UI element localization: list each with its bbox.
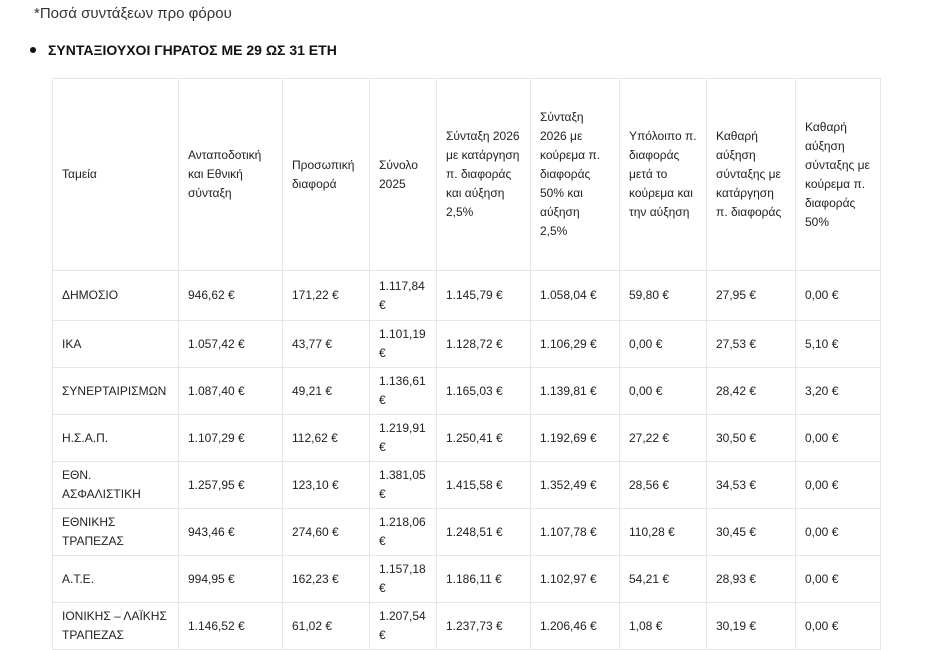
table-cell: ΔΗΜΟΣΙΟ bbox=[53, 271, 179, 321]
table-cell: 3,20 € bbox=[796, 368, 881, 415]
table-cell: 1.237,73 € bbox=[437, 603, 531, 650]
table-cell: ΕΘΝ. ΑΣΦΑΛΙΣΤΙΚΗ bbox=[53, 462, 179, 509]
column-header: Καθαρή αύξηση σύνταξης με κατάργηση π. διαφοράς bbox=[707, 79, 796, 271]
table-cell: 0,00 € bbox=[796, 462, 881, 509]
column-header: Προσωπική διαφορά bbox=[283, 79, 370, 271]
table-cell: 1.102,97 € bbox=[531, 556, 620, 603]
table-cell: 1.381,05 € bbox=[370, 462, 437, 509]
table-cell: Η.Σ.Α.Π. bbox=[53, 415, 179, 462]
column-header: Καθαρή αύξηση σύνταξης με κούρεμα π. διαφοράς 50% bbox=[796, 79, 881, 271]
table-row bbox=[53, 509, 881, 556]
table-cell: 162,23 € bbox=[283, 556, 370, 603]
table-cell: 28,93 € bbox=[707, 556, 796, 603]
table-cell: 123,10 € bbox=[283, 462, 370, 509]
table-cell: 0,00 € bbox=[796, 509, 881, 556]
table-cell: 28,42 € bbox=[707, 368, 796, 415]
table-cell: 0,00 € bbox=[620, 368, 707, 415]
table-cell: 1.352,49 € bbox=[531, 462, 620, 509]
table-row bbox=[53, 462, 881, 509]
table-cell: 49,21 € bbox=[283, 368, 370, 415]
table-cell: 0,00 € bbox=[796, 603, 881, 650]
table-row bbox=[53, 271, 881, 321]
table-cell: 1.107,29 € bbox=[179, 415, 283, 462]
table-cell: ΙΚΑ bbox=[53, 321, 179, 368]
table-cell: 27,22 € bbox=[620, 415, 707, 462]
table-cell: 112,62 € bbox=[283, 415, 370, 462]
table-cell: ΕΘΝΙΚΗΣ ΤΡΑΠΕΖΑΣ bbox=[53, 509, 179, 556]
table-cell: 1.107,78 € bbox=[531, 509, 620, 556]
table-cell: 27,95 € bbox=[707, 271, 796, 321]
table-cell: 1,08 € bbox=[620, 603, 707, 650]
table-cell: 1.106,29 € bbox=[531, 321, 620, 368]
table-cell: 5,10 € bbox=[796, 321, 881, 368]
table-cell: 1.057,42 € bbox=[179, 321, 283, 368]
table-cell: 1.218,06 € bbox=[370, 509, 437, 556]
table-cell: 1.207,54 € bbox=[370, 603, 437, 650]
table-cell: 59,80 € bbox=[620, 271, 707, 321]
table-cell: 30,19 € bbox=[707, 603, 796, 650]
table-cell: 1.415,58 € bbox=[437, 462, 531, 509]
table-cell: 1.219,91 € bbox=[370, 415, 437, 462]
table-cell: 54,21 € bbox=[620, 556, 707, 603]
table-cell: 1.206,46 € bbox=[531, 603, 620, 650]
section-heading-text: ΣΥΝΤΑΞΙΟΥΧΟΙ ΓΗΡΑΤΟΣ ΜΕ 29 ΩΣ 31 ΕΤΗ bbox=[48, 42, 337, 58]
table-cell: 1.087,40 € bbox=[179, 368, 283, 415]
pension-table-container bbox=[52, 78, 881, 650]
table-cell: 28,56 € bbox=[620, 462, 707, 509]
table-cell: 110,28 € bbox=[620, 509, 707, 556]
table-cell: 1.157,18 € bbox=[370, 556, 437, 603]
table-cell: 27,53 € bbox=[707, 321, 796, 368]
column-header: Σύνταξη 2026 με κούρεμα π. διαφοράς 50% και αύξηση 2,5% bbox=[531, 79, 620, 271]
table-row bbox=[53, 368, 881, 415]
table-cell: 30,45 € bbox=[707, 509, 796, 556]
table-cell: 0,00 € bbox=[620, 321, 707, 368]
table-row bbox=[53, 415, 881, 462]
table-cell: Α.Τ.Ε. bbox=[53, 556, 179, 603]
table-cell: 994,95 € bbox=[179, 556, 283, 603]
column-header: Υπόλοιπο π. διαφοράς μετά το κούρεμα και την αύξηση bbox=[620, 79, 707, 271]
table-row bbox=[53, 321, 881, 368]
table-cell: 1.117,84 € bbox=[370, 271, 437, 321]
column-header: Σύνολο 2025 bbox=[370, 79, 437, 271]
table-cell: 1.257,95 € bbox=[179, 462, 283, 509]
table-cell: 1.192,69 € bbox=[531, 415, 620, 462]
table-cell: 1.165,03 € bbox=[437, 368, 531, 415]
bullet-icon bbox=[30, 47, 36, 53]
table-cell: 30,50 € bbox=[707, 415, 796, 462]
table-cell: ΣΥΝΕΡΤΑΙΡΙΣΜΩΝ bbox=[53, 368, 179, 415]
table-row bbox=[53, 603, 881, 650]
table-cell: 1.101,19 € bbox=[370, 321, 437, 368]
table-cell: 43,77 € bbox=[283, 321, 370, 368]
section-heading bbox=[30, 42, 337, 58]
table-cell: 943,46 € bbox=[179, 509, 283, 556]
table-cell: 1.146,52 € bbox=[179, 603, 283, 650]
column-header: Σύνταξη 2026 με κατάργηση π. διαφοράς και αύξηση 2,5% bbox=[437, 79, 531, 271]
table-cell: 0,00 € bbox=[796, 415, 881, 462]
table-cell: 61,02 € bbox=[283, 603, 370, 650]
table-cell: 1.136,61 € bbox=[370, 368, 437, 415]
table-cell: 0,00 € bbox=[796, 556, 881, 603]
table-cell: 171,22 € bbox=[283, 271, 370, 321]
column-header: Ταμεία bbox=[53, 79, 179, 271]
table-cell: 1.250,41 € bbox=[437, 415, 531, 462]
table-cell: 1.248,51 € bbox=[437, 509, 531, 556]
footnote: *Ποσά συντάξεων προ φόρου bbox=[34, 5, 232, 22]
table-cell: 946,62 € bbox=[179, 271, 283, 321]
table-cell: 1.058,04 € bbox=[531, 271, 620, 321]
table-cell: 1.145,79 € bbox=[437, 271, 531, 321]
table-cell: 1.186,11 € bbox=[437, 556, 531, 603]
table-cell: 1.128,72 € bbox=[437, 321, 531, 368]
table-header-row bbox=[53, 79, 881, 271]
table-cell: 274,60 € bbox=[283, 509, 370, 556]
table-cell: 0,00 € bbox=[796, 271, 881, 321]
table-cell: 1.139,81 € bbox=[531, 368, 620, 415]
pension-table bbox=[52, 78, 881, 650]
table-cell: 34,53 € bbox=[707, 462, 796, 509]
table-cell: ΙΟΝΙΚΗΣ – ΛΑΪΚΗΣ ΤΡΑΠΕΖΑΣ bbox=[53, 603, 179, 650]
table-row bbox=[53, 556, 881, 603]
column-header: Ανταποδοτική και Εθνική σύνταξη bbox=[179, 79, 283, 271]
